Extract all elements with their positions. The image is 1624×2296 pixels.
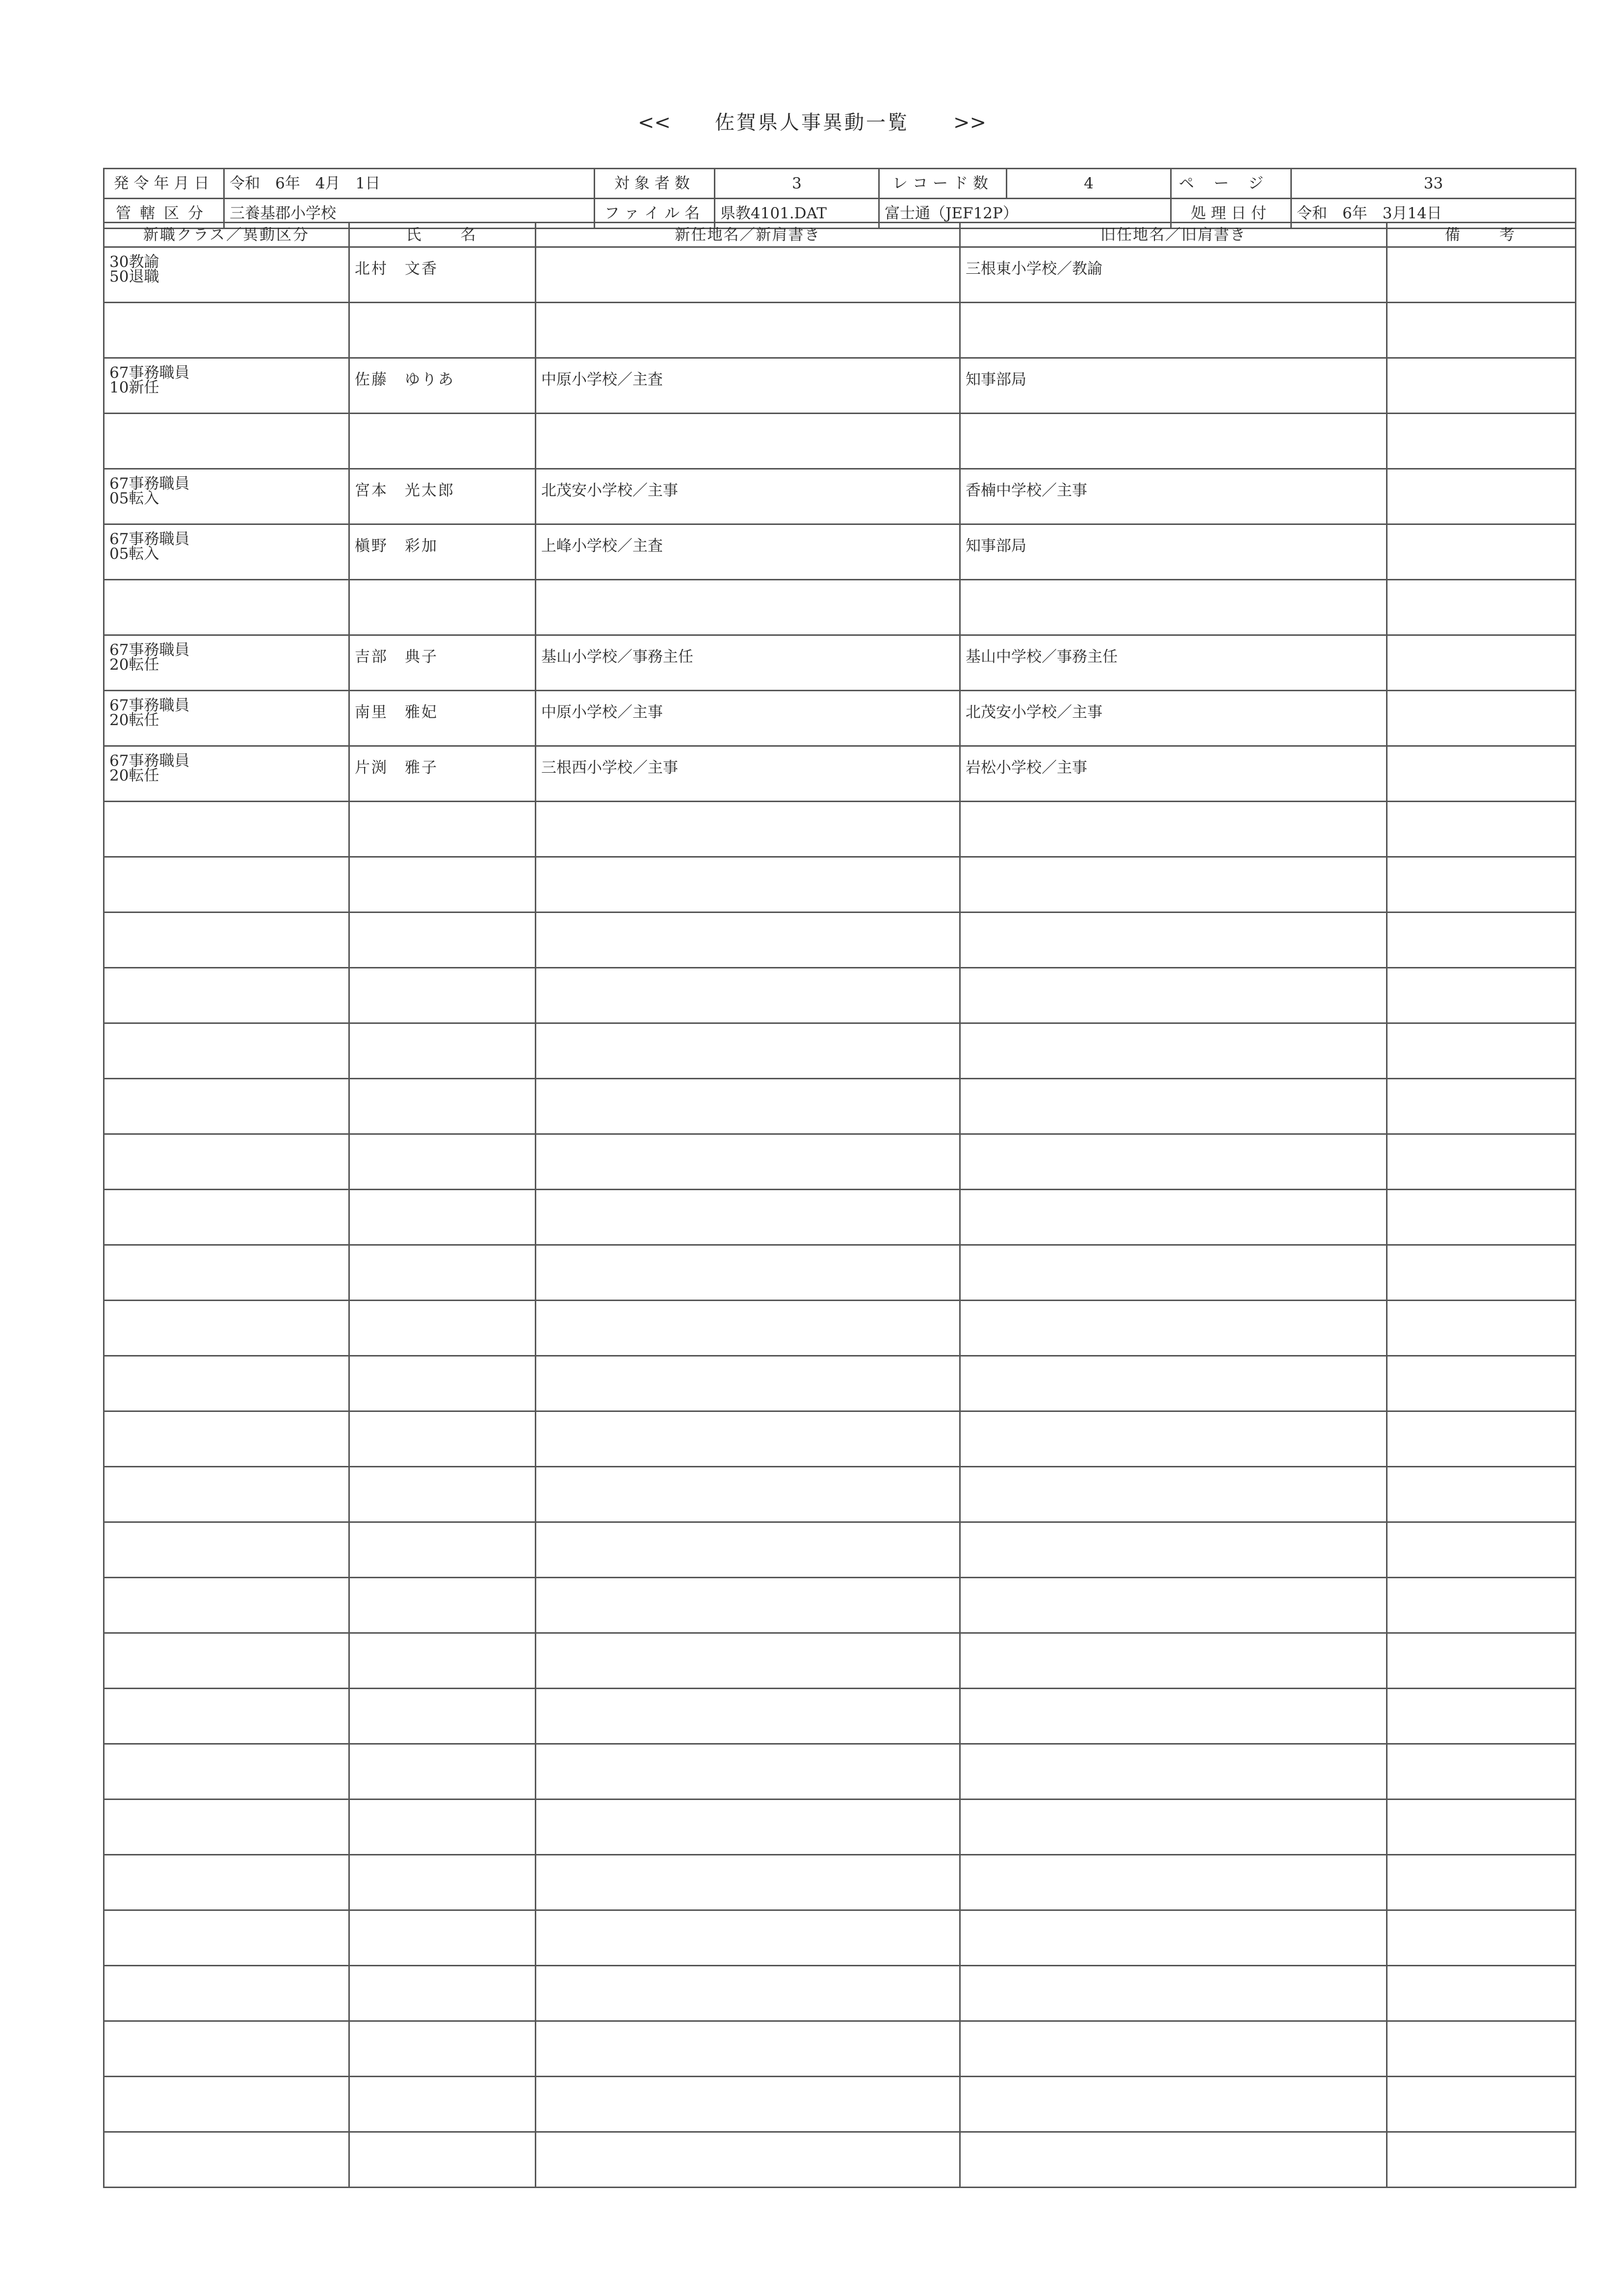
- table-body: [104, 247, 1576, 2188]
- table-row: [104, 1522, 1576, 1578]
- table-row: [104, 414, 1576, 469]
- table-row: [104, 1301, 1576, 1356]
- remarks-cell: [1387, 802, 1576, 857]
- name-cell: [349, 1356, 536, 1411]
- remarks-cell: [1387, 2077, 1576, 2132]
- table-header-row: [104, 223, 1576, 247]
- new-post-cell: 三根西小学校／主事: [536, 746, 960, 802]
- class-cell: [104, 1411, 349, 1467]
- remarks-cell: [1387, 1910, 1576, 1966]
- new-post-cell: [536, 913, 960, 968]
- new-post-cell: [536, 1467, 960, 1522]
- table-row: [104, 580, 1576, 635]
- new-post-cell: [536, 1689, 960, 1744]
- new-post-cell: [536, 968, 960, 1023]
- new-post-cell: [536, 1910, 960, 1966]
- job-class: 67事務職員: [109, 364, 190, 382]
- new-post-cell: [536, 1800, 960, 1855]
- table-row: [104, 1855, 1576, 1910]
- class-cell: [104, 469, 349, 524]
- transfer-type: 20転任: [109, 711, 159, 729]
- new-post-cell: 北茂安小学校／主事: [536, 469, 960, 524]
- page-value: 33: [1291, 169, 1576, 199]
- target-count-label: 対象者数: [595, 169, 715, 199]
- name-cell: [349, 1079, 536, 1134]
- record-count-label: レコード数: [879, 169, 1007, 199]
- remarks-cell: [1387, 2132, 1576, 2188]
- old-post-cell: [960, 1190, 1387, 1245]
- name-cell: [349, 1966, 536, 2021]
- col-new-post: 新任地名／新肩書き: [536, 223, 960, 247]
- new-post-cell: [536, 2021, 960, 2077]
- class-cell: [104, 358, 349, 414]
- table-row: [104, 691, 1576, 746]
- col-old-post: 旧任地名／旧肩書き: [960, 223, 1387, 247]
- table-row: [104, 857, 1576, 913]
- target-count-value: 3: [715, 169, 879, 199]
- table-row: [104, 2077, 1576, 2132]
- page-label: ページ: [1171, 169, 1291, 199]
- table-row: [104, 2132, 1576, 2188]
- table-row: [104, 635, 1576, 691]
- remarks-cell: [1387, 968, 1576, 1023]
- table-row: [104, 1134, 1576, 1190]
- name-cell: [349, 1190, 536, 1245]
- file-label: ファイル名: [595, 199, 715, 229]
- remarks-cell: [1387, 1411, 1576, 1467]
- process-date-value: 令和 6年 3月14日: [1291, 199, 1576, 229]
- name-cell: [349, 913, 536, 968]
- transfer-type: 05転入: [109, 490, 159, 507]
- transfer-type: 05転入: [109, 545, 159, 563]
- class-cell: [104, 1301, 349, 1356]
- name-cell: [349, 1633, 536, 1689]
- name-cell: [349, 1800, 536, 1855]
- old-post-cell: 知事部局: [960, 524, 1387, 580]
- old-post-cell: [960, 857, 1387, 913]
- class-cell: [104, 1966, 349, 2021]
- remarks-cell: [1387, 857, 1576, 913]
- remarks-cell: [1387, 2021, 1576, 2077]
- remarks-cell: [1387, 1356, 1576, 1411]
- remarks-cell: [1387, 1134, 1576, 1190]
- name-cell: [349, 1411, 536, 1467]
- new-post-cell: [536, 1190, 960, 1245]
- remarks-cell: [1387, 1744, 1576, 1800]
- new-post-cell: [536, 2077, 960, 2132]
- new-post-cell: 上峰小学校／主査: [536, 524, 960, 580]
- new-post-cell: [536, 1134, 960, 1190]
- old-post-cell: [960, 1689, 1387, 1744]
- job-class: 67事務職員: [109, 641, 190, 659]
- table-row: [104, 247, 1576, 303]
- class-cell: [104, 635, 349, 691]
- new-post-cell: [536, 1411, 960, 1467]
- remarks-cell: [1387, 1023, 1576, 1079]
- name-cell: [349, 580, 536, 635]
- old-post-cell: [960, 1301, 1387, 1356]
- class-cell: [104, 1079, 349, 1134]
- class-cell: [104, 746, 349, 802]
- class-cell: [104, 1190, 349, 1245]
- remarks-cell: [1387, 1966, 1576, 2021]
- order-date-value: 令和 6年 4月 1日: [224, 169, 595, 199]
- table-row: [104, 913, 1576, 968]
- old-post-cell: [960, 1910, 1387, 1966]
- class-cell: [104, 2021, 349, 2077]
- class-cell: [104, 1689, 349, 1744]
- name-cell: [349, 1134, 536, 1190]
- old-post-cell: [960, 1800, 1387, 1855]
- title-close-bracket: >>: [953, 111, 987, 134]
- transfer-type: 20転任: [109, 767, 159, 784]
- new-post-cell: [536, 1245, 960, 1301]
- new-post-cell: [536, 2132, 960, 2188]
- remarks-cell: [1387, 1578, 1576, 1633]
- table-row: [104, 1966, 1576, 2021]
- class-cell: [104, 580, 349, 635]
- name-cell: [349, 1744, 536, 1800]
- remarks-cell: [1387, 1467, 1576, 1522]
- table-row: [104, 1190, 1576, 1245]
- name-cell: 槇野 彩加: [349, 524, 536, 580]
- header-table: [103, 168, 1576, 229]
- col-name: 氏 名: [349, 223, 536, 247]
- new-post-cell: [536, 1744, 960, 1800]
- table-row: [104, 1910, 1576, 1966]
- new-post-cell: [536, 857, 960, 913]
- new-post-cell: [536, 1855, 960, 1910]
- new-post-cell: [536, 1023, 960, 1079]
- class-cell: [104, 2132, 349, 2188]
- remarks-cell: [1387, 1800, 1576, 1855]
- old-post-cell: [960, 580, 1387, 635]
- remarks-cell: [1387, 1301, 1576, 1356]
- class-cell: [104, 247, 349, 303]
- old-post-cell: [960, 1467, 1387, 1522]
- old-post-cell: [960, 414, 1387, 469]
- old-post-cell: [960, 1411, 1387, 1467]
- old-post-cell: [960, 1966, 1387, 2021]
- remarks-cell: [1387, 1190, 1576, 1245]
- class-cell: [104, 857, 349, 913]
- name-cell: [349, 1689, 536, 1744]
- job-class: 67事務職員: [109, 752, 190, 770]
- table-row: [104, 1023, 1576, 1079]
- transfer-type: 50退職: [109, 268, 159, 286]
- name-cell: [349, 1023, 536, 1079]
- name-cell: 北村 文香: [349, 247, 536, 303]
- new-post-cell: [536, 1578, 960, 1633]
- table-row: [104, 1411, 1576, 1467]
- new-post-cell: [536, 247, 960, 303]
- job-class: 30教諭: [109, 253, 159, 271]
- old-post-cell: [960, 2077, 1387, 2132]
- old-post-cell: [960, 1522, 1387, 1578]
- table-row: [104, 1079, 1576, 1134]
- name-cell: 佐藤 ゆりあ: [349, 358, 536, 414]
- remarks-cell: [1387, 913, 1576, 968]
- new-post-cell: [536, 580, 960, 635]
- remarks-cell: [1387, 1689, 1576, 1744]
- title-text: 佐賀県人事異動一覧: [715, 111, 909, 134]
- old-post-cell: 基山中学校／事務主任: [960, 635, 1387, 691]
- title-open-bracket: <<: [637, 111, 671, 134]
- jurisdiction-value: 三養基郡小学校: [224, 199, 595, 229]
- name-cell: [349, 1522, 536, 1578]
- old-post-cell: 三根東小学校／教諭: [960, 247, 1387, 303]
- class-cell: [104, 1578, 349, 1633]
- remarks-cell: [1387, 691, 1576, 746]
- class-cell: [104, 802, 349, 857]
- order-date-label: 発令年月日: [104, 169, 224, 199]
- new-post-cell: [536, 802, 960, 857]
- name-cell: [349, 802, 536, 857]
- table-row: [104, 1467, 1576, 1522]
- remarks-cell: [1387, 1079, 1576, 1134]
- remarks-cell: [1387, 303, 1576, 358]
- class-cell: [104, 1633, 349, 1689]
- table-row: [104, 303, 1576, 358]
- class-cell: [104, 1910, 349, 1966]
- old-post-cell: [960, 303, 1387, 358]
- record-count-value: 4: [1007, 169, 1171, 199]
- class-cell: [104, 1744, 349, 1800]
- old-post-cell: [960, 802, 1387, 857]
- transfer-type: 20転任: [109, 656, 159, 674]
- remarks-cell: [1387, 1855, 1576, 1910]
- file-value: 県教4101.DAT: [715, 199, 879, 229]
- name-cell: [349, 2077, 536, 2132]
- name-cell: 宮本 光太郎: [349, 469, 536, 524]
- class-cell: [104, 913, 349, 968]
- class-cell: [104, 1800, 349, 1855]
- old-post-cell: 岩松小学校／主事: [960, 746, 1387, 802]
- old-post-cell: [960, 1744, 1387, 1800]
- class-cell: [104, 1023, 349, 1079]
- jurisdiction-label: 管轄区分: [104, 199, 224, 229]
- name-cell: [349, 1301, 536, 1356]
- remarks-cell: [1387, 524, 1576, 580]
- new-post-cell: [536, 1522, 960, 1578]
- remarks-cell: [1387, 580, 1576, 635]
- job-class: 67事務職員: [109, 697, 190, 714]
- new-post-cell: [536, 1301, 960, 1356]
- table-row: [104, 358, 1576, 414]
- old-post-cell: [960, 913, 1387, 968]
- class-cell: [104, 1522, 349, 1578]
- old-post-cell: [960, 1855, 1387, 1910]
- remarks-cell: [1387, 746, 1576, 802]
- class-cell: [104, 691, 349, 746]
- col-remarks: 備 考: [1387, 223, 1576, 247]
- col-class: 新職クラス／異動区分: [104, 223, 349, 247]
- table-row: [104, 1633, 1576, 1689]
- table-row: [104, 1800, 1576, 1855]
- name-cell: 吉部 典子: [349, 635, 536, 691]
- new-post-cell: 基山小学校／事務主任: [536, 635, 960, 691]
- class-cell: [104, 1855, 349, 1910]
- new-post-cell: [536, 1356, 960, 1411]
- old-post-cell: [960, 1079, 1387, 1134]
- name-cell: [349, 414, 536, 469]
- new-post-cell: [536, 303, 960, 358]
- old-post-cell: [960, 1134, 1387, 1190]
- name-cell: [349, 968, 536, 1023]
- name-cell: [349, 2021, 536, 2077]
- transfer-type: 10新任: [109, 379, 159, 396]
- table-row: [104, 746, 1576, 802]
- old-post-cell: [960, 1633, 1387, 1689]
- old-post-cell: 知事部局: [960, 358, 1387, 414]
- old-post-cell: [960, 1245, 1387, 1301]
- name-cell: [349, 857, 536, 913]
- old-post-cell: [960, 2021, 1387, 2077]
- table-row: [104, 1578, 1576, 1633]
- old-post-cell: [960, 1023, 1387, 1079]
- name-cell: [349, 303, 536, 358]
- class-cell: [104, 1134, 349, 1190]
- new-post-cell: 中原小学校／主査: [536, 358, 960, 414]
- new-post-cell: [536, 414, 960, 469]
- class-cell: [104, 303, 349, 358]
- new-post-cell: 中原小学校／主事: [536, 691, 960, 746]
- table-row: [104, 1744, 1576, 1800]
- name-cell: 南里 雅妃: [349, 691, 536, 746]
- old-post-cell: [960, 1578, 1387, 1633]
- table-row: [104, 469, 1576, 524]
- remarks-cell: [1387, 469, 1576, 524]
- remarks-cell: [1387, 1245, 1576, 1301]
- job-class: 67事務職員: [109, 530, 190, 548]
- table-row: [104, 1689, 1576, 1744]
- new-post-cell: [536, 1079, 960, 1134]
- table-row: [104, 524, 1576, 580]
- new-post-cell: [536, 1633, 960, 1689]
- job-class: 67事務職員: [109, 475, 190, 493]
- table-row: [104, 1356, 1576, 1411]
- class-cell: [104, 414, 349, 469]
- class-cell: [104, 524, 349, 580]
- class-cell: [104, 968, 349, 1023]
- name-cell: [349, 1578, 536, 1633]
- name-cell: [349, 1855, 536, 1910]
- table-row: [104, 968, 1576, 1023]
- class-cell: [104, 1356, 349, 1411]
- name-cell: [349, 1910, 536, 1966]
- class-cell: [104, 2077, 349, 2132]
- name-cell: [349, 1467, 536, 1522]
- transfer-table: [103, 222, 1576, 2188]
- remarks-cell: [1387, 414, 1576, 469]
- old-post-cell: 北茂安小学校／主事: [960, 691, 1387, 746]
- table-row: [104, 2021, 1576, 2077]
- printer-value: 富士通（JEF12P）: [879, 199, 1171, 229]
- name-cell: 片渕 雅子: [349, 746, 536, 802]
- table-row: [104, 1245, 1576, 1301]
- name-cell: [349, 1245, 536, 1301]
- old-post-cell: [960, 968, 1387, 1023]
- old-post-cell: 香楠中学校／主事: [960, 469, 1387, 524]
- remarks-cell: [1387, 247, 1576, 303]
- process-date-label: 処理日付: [1171, 199, 1291, 229]
- new-post-cell: [536, 1966, 960, 2021]
- class-cell: [104, 1467, 349, 1522]
- remarks-cell: [1387, 358, 1576, 414]
- table-row: [104, 802, 1576, 857]
- remarks-cell: [1387, 1633, 1576, 1689]
- page-title: [0, 107, 1624, 135]
- class-cell: [104, 1245, 349, 1301]
- name-cell: [349, 2132, 536, 2188]
- remarks-cell: [1387, 1522, 1576, 1578]
- old-post-cell: [960, 1356, 1387, 1411]
- remarks-cell: [1387, 635, 1576, 691]
- old-post-cell: [960, 2132, 1387, 2188]
